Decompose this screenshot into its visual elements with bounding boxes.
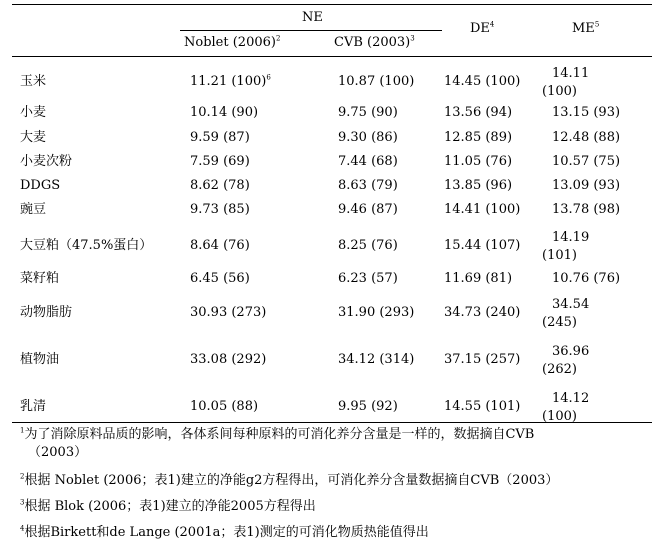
- cell-noblet: [190, 304, 266, 321]
- cell-cvb: 10.87 (100): [338, 74, 415, 89]
- cell-noblet: [190, 73, 271, 90]
- cell-de: 14.41 (100): [444, 202, 521, 217]
- footnote-text: 根据 Noblet (2006；表1)建立的净能g2方程得出，可消化养分含量数据摘自CVB（2003）: [24, 473, 559, 488]
- row-name: 小麦: [20, 105, 47, 120]
- footnote-mark: 2: [20, 472, 25, 481]
- footnote-text: 根据 Blok (2006；表1)建立的净能2005方程得出: [24, 499, 316, 514]
- noblet-value: 9.59 (87): [190, 130, 250, 145]
- cell-me-cont: (262): [542, 362, 577, 377]
- cell-cvb: 31.90 (293): [338, 305, 415, 320]
- cell-cvb: 9.75 (90): [338, 105, 398, 120]
- header-noblet: Noblet $(2006)^2$: [184, 34, 281, 50]
- row-name: 小麦次粉: [20, 154, 73, 169]
- cell-de: 11.05 (76): [444, 154, 513, 169]
- cell-noblet: [190, 104, 258, 121]
- cell-me: 13.09 (93): [552, 178, 621, 193]
- header-ne: NE: [302, 10, 323, 25]
- cell-me-cont: (100): [542, 84, 577, 99]
- footnote-1-cont: （2003）: [28, 445, 88, 460]
- noblet-value: 30.93 (273): [190, 305, 267, 320]
- cell-de: 14.45 (100): [444, 74, 521, 89]
- noblet-value: 7.59 (69): [190, 154, 250, 169]
- noblet-value: 8.62 (78): [190, 178, 250, 193]
- cell-cvb: 9.46 (87): [338, 202, 398, 217]
- header-de: $DE^4$: [470, 20, 495, 36]
- row-name: 动物脂肪: [20, 305, 73, 320]
- footnote-mark: 4: [20, 524, 25, 533]
- noblet-value: 10.14 (90): [190, 105, 259, 120]
- cell-noblet: [190, 237, 250, 254]
- cell-noblet: [190, 129, 250, 146]
- cell-de: 13.85 (96): [444, 178, 513, 193]
- noblet-value: 11.21 (100): [190, 74, 267, 89]
- cell-me: 10.76 (76): [552, 271, 621, 286]
- cell-de: 37.15 (257): [444, 352, 521, 367]
- cell-me: 12.48 (88): [552, 130, 621, 145]
- cell-cvb: 9.30 (86): [338, 130, 398, 145]
- cell-me-cont: (100): [542, 409, 577, 424]
- cell-cvb: 8.25 (76): [338, 238, 398, 253]
- cell-de: 14.55 (101): [444, 399, 521, 414]
- top-rule: [12, 4, 652, 5]
- cell-me-cont: (101): [542, 248, 577, 263]
- cell-me: 34.54: [552, 297, 590, 312]
- cell-de: 15.44 (107): [444, 238, 521, 253]
- noblet-value: 10.05 (88): [190, 399, 259, 414]
- noblet-value: 9.73 (85): [190, 202, 250, 217]
- cell-cvb: 8.63 (79): [338, 178, 398, 193]
- row-name: 菜籽粕: [20, 271, 60, 286]
- noblet-value: 8.64 (76): [190, 238, 250, 253]
- header-cvb: CVB $(2003)^3$: [334, 34, 415, 50]
- cell-cvb: 9.95 (92): [338, 399, 398, 414]
- header-bottom-rule: [12, 56, 652, 57]
- cell-cvb: 7.44 (68): [338, 154, 398, 169]
- cell-noblet: [190, 201, 250, 218]
- cell-me: 14.12: [552, 391, 590, 406]
- cell-me: 13.15 (93): [552, 105, 621, 120]
- header-me: $ME^5$: [572, 20, 600, 36]
- cell-de: 12.85 (89): [444, 130, 513, 145]
- noblet-footnote-mark: 6: [266, 73, 271, 82]
- cell-de: 11.69 (81): [444, 271, 513, 286]
- noblet-value: 33.08 (292): [190, 352, 267, 367]
- row-name: 玉米: [20, 74, 47, 89]
- cell-noblet: [190, 398, 258, 415]
- footnote-1: [20, 426, 534, 443]
- cell-me: 13.78 (98): [552, 202, 621, 217]
- row-name: 乳清: [20, 399, 47, 414]
- cell-me: 10.57 (75): [552, 154, 621, 169]
- row-name: 植物油: [20, 352, 60, 367]
- cell-cvb: 34.12 (314): [338, 352, 415, 367]
- cell-de: 13.56 (94): [444, 105, 513, 120]
- cell-me: 14.11: [552, 66, 590, 81]
- footnote-text: 为了消除原料品质的影响，各体系间每种原料的可消化养分含量是一样的，数据摘自CVB: [24, 427, 535, 442]
- footnote-4: [20, 524, 429, 541]
- footnote-2: [20, 472, 558, 489]
- cell-cvb: 6.23 (57): [338, 271, 398, 286]
- row-name: 大麦: [20, 130, 47, 145]
- footnote-mark: 1: [20, 426, 25, 435]
- row-name: 豌豆: [20, 202, 47, 217]
- cell-de: 34.73 (240): [444, 305, 521, 320]
- cell-noblet: [190, 153, 250, 170]
- cell-me: 36.96: [552, 344, 590, 359]
- row-name: 大豆粕（47.5%蛋白）: [20, 238, 153, 253]
- cell-noblet: [190, 177, 250, 194]
- footnote-3: [20, 498, 316, 515]
- cell-noblet: [190, 270, 250, 287]
- cell-me-cont: (245): [542, 315, 577, 330]
- noblet-value: 6.45 (56): [190, 271, 250, 286]
- ne-group-underline: [180, 30, 442, 31]
- row-name: DDGS: [20, 178, 61, 193]
- footnote-text: 根据Birkett和de Lange (2001a；表1)测定的可消化物质热能值得出: [24, 525, 429, 540]
- cell-noblet: [190, 351, 266, 368]
- footnote-mark: 3: [20, 498, 25, 507]
- cell-me: 14.19: [552, 230, 590, 245]
